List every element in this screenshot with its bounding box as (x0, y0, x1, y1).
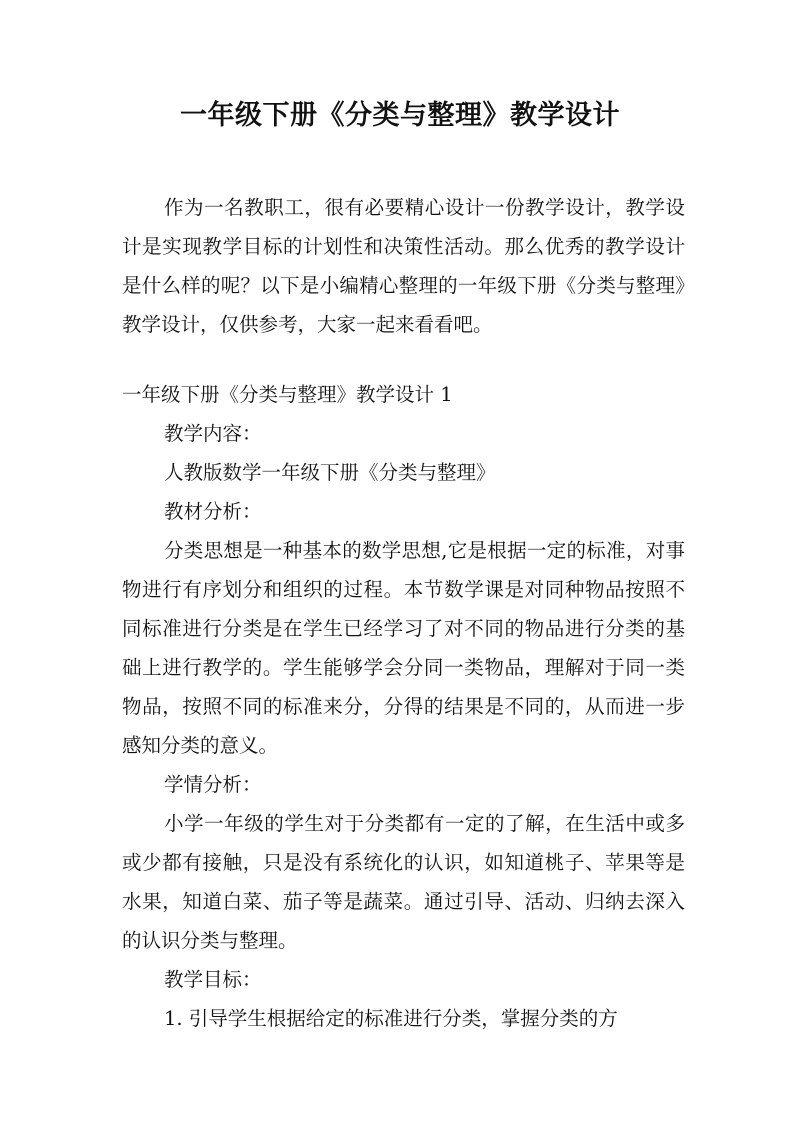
learner-paragraph: 小学一年级的学生对于分类都有一定的了解，在生活中或多或少都有接触，只是没有系统化的认识，如知道桃子、苹果等是水果，知道白菜、茄子等是蔬菜。通过引导、活动、归纳去深入的认识分类与整理。 (122, 812, 685, 952)
material-paragraph: 分类思想是一种基本的数学思想,它是根据一定的标准，对事物进行有序划分和组织的过程。本节数学课是对同种物品按照不同标准进行分类是在学生已经学习了对不同的物品进行分类的基础上进行教学的。学生能够学会分同一类物品，理解对于同一类物品，按照不同的标准来分，分得的结果是不同的，从而进一步感知分类的意义。 (122, 539, 685, 757)
content-text: 人教版数学一年级下册《分类与整理》 (164, 461, 496, 484)
material-label: 教材分析： (164, 500, 262, 523)
document-title: 一年级下册《分类与整理》教学设计 (180, 100, 620, 131)
intro-paragraph: 作为一名教职工，很有必要精心设计一份教学设计，教学设计是实现教学目标的计划性和决策性活动。那么优秀的教学设计是什么样的呢？以下是小编精心整理的一年级下册《分类与整理》教学设计，仅供参考，大家一起来看看吧。 (122, 196, 685, 336)
content-label: 教学内容： (164, 422, 262, 445)
section-heading: 一年级下册《分类与整理》教学设计 1 (122, 383, 453, 406)
learner-label: 学情分析： (164, 773, 262, 796)
goal-label: 教学目标： (164, 968, 262, 991)
goal-item-1: 1. 引导学生根据给定的标准进行分类，掌握分类的方 (164, 1007, 618, 1030)
